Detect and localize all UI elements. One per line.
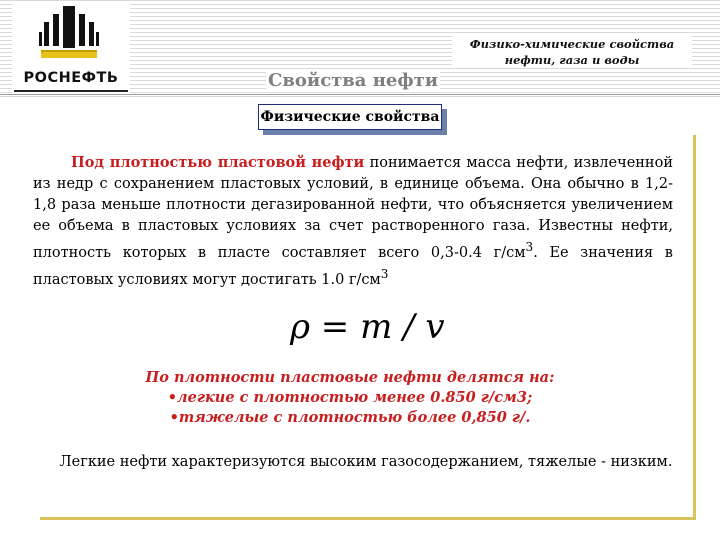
logo-wordmark: РОСНЕФТЬ xyxy=(23,70,119,86)
subsection-tag: Физические свойства xyxy=(258,104,442,130)
frame-right-line xyxy=(693,135,696,520)
header-divider xyxy=(0,94,720,95)
presentation-topic: Физико-химические свойства нефти, газа и воды xyxy=(452,36,692,68)
classification-block xyxy=(90,368,610,428)
frame-bottom-line xyxy=(40,517,696,520)
rosneft-emblem-icon xyxy=(39,6,99,68)
definition-text: понимается масса нефти, извлеченной из недр с сохранением пластовых условий, в единице объема. Она обычно в 1,2-1,8 раза меньше плотности дегазированной нефти, что объясняется увеличением ее объема в пластовых условиях за счет растворенного газа. Известны нефти, плотность которых в пласте составляет всего 0,3-0.4 г/см xyxy=(33,155,673,261)
density-formula: ρ = m / v xyxy=(290,307,445,347)
unit-superscript: 3 xyxy=(525,240,534,254)
definition-text-end: . Ее значения в пластовых условиях могут достигать 1.0 г/см xyxy=(33,244,673,288)
logo-underline xyxy=(14,90,128,92)
density-definition xyxy=(33,152,673,291)
defined-term: Под плотностью пластовой нефти xyxy=(71,154,365,171)
company-logo xyxy=(12,4,130,94)
closing-note: Легкие нефти характеризуются высоким газосодержанием, тяжелые - низким. xyxy=(59,454,673,470)
classification-item: •тяжелые с плотностью более 0,850 г/. xyxy=(169,409,531,426)
unit-superscript: 3 xyxy=(380,266,389,281)
classification-item: •легкие с плотностью менее 0.850 г/см3; xyxy=(167,389,533,406)
section-title: Свойства нефти xyxy=(268,70,439,91)
classification-heading: По плотности пластовые нефти делятся на: xyxy=(145,369,555,386)
